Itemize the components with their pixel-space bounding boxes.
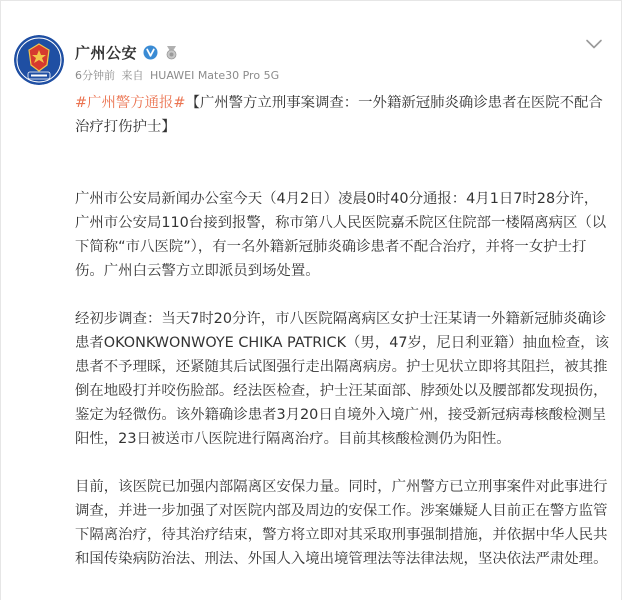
avatar[interactable]: [14, 35, 64, 85]
post-title: 【广州警方立刑事案调查：一外籍新冠肺炎确诊患者在医院不配合治疗打伤护士】: [75, 95, 603, 135]
post-content: [75, 91, 611, 571]
medal-icon[interactable]: [164, 45, 179, 60]
post-header: [75, 41, 179, 63]
paragraph-3: 目前，该医院已加强内部隔离区安保力量。同时，广州警方已立刑事案件对此事进行调查，并进一步加强了对医院内部及周边的安保工作。涉案嫌疑人目前正在警方监管下隔离治疗，待其治疗结束，警方将立即对其采取刑事强制措施，并依据中华人民共和国传染病防治法、刑法、外国人入境出境管理法等法律法规，坚决依法严肃处理。: [75, 479, 608, 567]
post-meta: [75, 67, 279, 83]
post-title-line: [75, 91, 611, 139]
verified-v-icon: [143, 45, 158, 60]
police-emblem-icon: [14, 35, 64, 85]
author-name[interactable]: 广州公安: [75, 43, 138, 62]
post-time[interactable]: 6分钟前: [75, 69, 115, 82]
topic-link[interactable]: #广州警方通报#: [75, 95, 186, 111]
paragraph-1: 广州市公安局新闻办公室今天（4月2日）凌晨0时40分通报：4月1日7时28分许，广州市公安局110台接到报警，称市第八人民医院嘉禾院区住院部一楼隔离病区（以下简称“市八医院”），有一名外籍新冠肺炎确诊患者不配合治疗，并将一女护士打伤。广州白云警方立即派员到场处置。: [75, 191, 607, 279]
source-prefix: 来自: [121, 69, 144, 82]
paragraph-2: 经初步调查：当天7时20分许，市八医院隔离病区女护士汪某请一外籍新冠肺炎确诊患者OKONKWONWOYE CHIKA PATRICK（男，47岁，尼日利亚籍）抽血检查，该患者不予理睬，还紧随其后试图强行走出隔离病房。护士见状立即将其阻拦，被其推倒在地殴打并咬伤脸部。经法医检查，护士汪某面部、脖颈处以及腰部都发现损伤，鉴定为轻微伤。该外籍确诊患者3月20日自境外入境广州，接受新冠病毒核酸检测呈阳性，23日被送市八医院进行隔离治疗。目前其核酸检测仍为阳性。: [75, 311, 609, 447]
chevron-down-icon[interactable]: [585, 37, 603, 51]
post-source[interactable]: HUAWEI Mate30 Pro 5G: [150, 69, 280, 82]
